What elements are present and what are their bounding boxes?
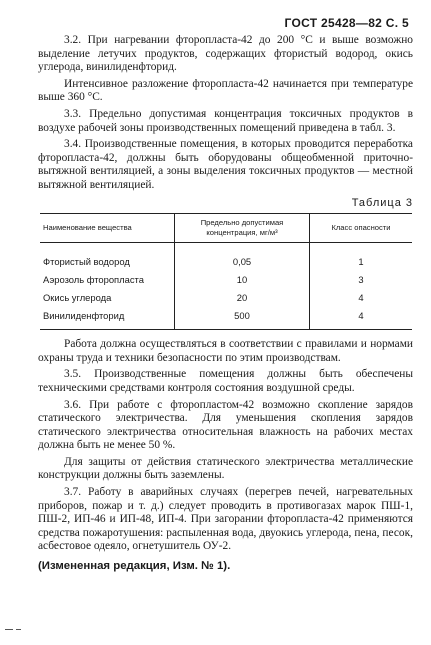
table-row (40, 289, 412, 307)
scan-mark (16, 629, 21, 630)
page-header: ГОСТ 25428—82 С. 5 (284, 16, 409, 30)
paragraph-3-5: 3.5. Производственные помещения должны быть обеспечены техническими средствами контроля состояния воздушной среды. (38, 368, 413, 394)
paragraph-3-7: 3.7. Работу в аварийных случаях (перегрев печей, нагревательных приборов, пожар и т. д.) следует проводить в противогазах марок ПШ-1, ПШ-2, ИП-46 и ИП-48, ИП-4. При загорании фторопласта-42 применяются средства пожаротушения: распыленная вода, двуокись углерода, пена, песок, асбестовое одеяло, огнетушитель ОУ-2. (38, 486, 413, 553)
paragraph-3-2: 3.2. При нагревании фторопласта-42 до 200 °С и выше возможно выделение летучих продуктов, содержащих фтористый водород, окись углерода, винилиденфторид. (38, 34, 413, 74)
table-header-row (40, 214, 412, 243)
header-concentration: Предельно допустимая концентрация, мг/м³ (175, 214, 310, 243)
paragraph-grounding: Для защиты от действия статического электричества металлические конструкции должны быть заземлены. (38, 455, 413, 482)
cell-hazard-class: 3 (310, 271, 413, 289)
table-row (40, 243, 412, 272)
table-caption: Таблица 3 (351, 196, 413, 209)
cell-hazard-class: 4 (310, 289, 413, 307)
paragraph-3-3: 3.3. Предельно допустимая концентрация токсичных продуктов в воздухе рабочей зоны производственных помещений приведена в табл. 3. (38, 107, 413, 134)
cell-substance: Винилиденфторид (40, 307, 175, 330)
paragraph-3-4: 3.4. Производственные помещения, в которых проводится переработка фторопласта-42, должны быть оборудованы общеобменной приточно-вытяжной вентиляцией, а зоны выделения токсичных продуктов — местной вытяжной вентиляцией. (38, 138, 413, 191)
paragraph-3-6: 3.6. При работе с фторопластом-42 возможно скопление зарядов статического электричества. Для уменьшения скопления зарядов статического электричества относительная влажность на рабочих местах должна быть не менее 50 %. (38, 398, 413, 452)
document-body (38, 34, 413, 574)
paragraph-decomposition: Интенсивное разложение фторопласта-42 начинается при температуре выше 360 °С. (38, 77, 413, 104)
amendment-note: (Измененная редакция, Изм. № 1). (38, 560, 231, 573)
cell-substance: Аэрозоль фторопласта (43, 274, 144, 286)
scan-mark (5, 629, 13, 630)
cell-hazard-class: 4 (310, 307, 413, 330)
concentration-table (40, 213, 412, 330)
cell-concentration: 500 (175, 307, 310, 330)
header-hazard-class: Класс опасности (310, 214, 413, 243)
table-row (40, 271, 412, 289)
cell-substance: Окись углерода (43, 292, 112, 304)
header-substance: Наименование вещества (40, 214, 175, 243)
cell-hazard-class: 1 (310, 243, 413, 272)
table-row (40, 307, 412, 330)
cell-concentration: 0,05 (175, 243, 310, 272)
paragraph-safety-rules: Работа должна осуществляться в соответствии с правилами и нормами охраны труда и техники безопасности по этим производствам. (38, 338, 413, 364)
cell-substance: Фтористый водород (43, 256, 130, 268)
cell-concentration: 20 (175, 289, 310, 307)
cell-concentration: 10 (175, 271, 310, 289)
